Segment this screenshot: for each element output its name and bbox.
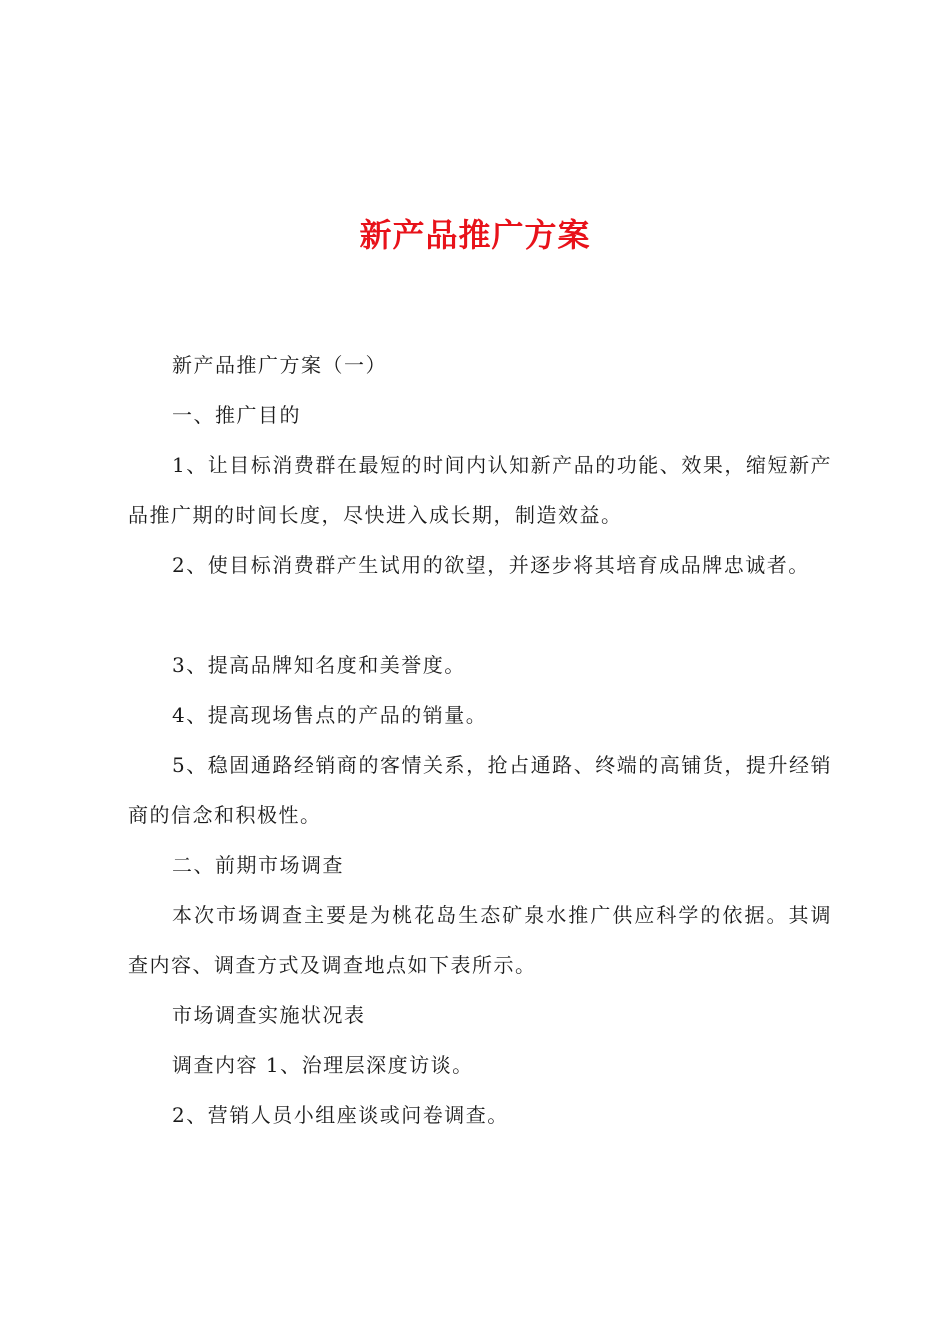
document-body [128,340,832,1140]
section-heading-purpose: 一、推广目的 [172,403,301,427]
paragraph-item-3: 3、提高品牌知名度和美誉度。 [172,653,466,677]
paragraph-item-1: 1、让目标消费群在最短的时间内认知新产品的功能、效果，缩短新产品推广期的时间长度，尽快进入成长期，制造效益。 [128,453,832,527]
section-heading-research: 二、前期市场调查 [172,853,344,877]
document-title: 新产品推广方案 [359,216,591,254]
paragraph-item-4: 4、提高现场售点的产品的销量。 [172,703,488,727]
paragraph-research-content-1: 调查内容 1、治理层深度访谈。 [172,1053,474,1077]
paragraph-subtitle: 新产品推广方案（一） [172,353,387,377]
paragraph-item-5: 5、稳固通路经销商的客情关系，抢占通路、终端的高铺货，提升经销商的信念和积极性。 [128,753,832,827]
table-caption: 市场调查实施状况表 [172,1003,366,1027]
paragraph-research-content-2: 2、营销人员小组座谈或问卷调查。 [172,1103,509,1127]
paragraph-spacer [128,590,832,640]
paragraph-item-2: 2、使目标消费群产生试用的欲望，并逐步将其培育成品牌忠诚者。 [172,553,810,577]
paragraph-research-intro: 本次市场调查主要是为桃花岛生态矿泉水推广供应科学的依据。其调查内容、调查方式及调查地点如下表所示。 [128,903,832,977]
